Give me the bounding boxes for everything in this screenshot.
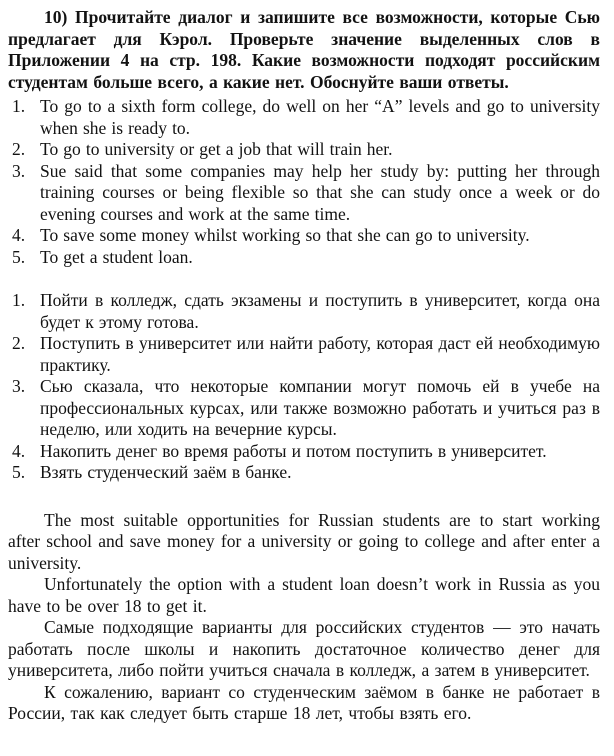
task-header: 10) Прочитайте диалог и запишите все возможности, которые Сью предлагает для Кэрол. Проверьте значение выделенных слов в Приложении 4 на стр. 198. Какие возможности подходят российским студентам больше всего, а какие нет. Обоснуйте ваши ответы. [8, 7, 600, 92]
english-list-item-4 [8, 225, 600, 247]
answer-paragraph-english-2: Unfortunately the option with a student loan doesn’t work in Russia as you have to be over 18 to get it. [8, 574, 600, 616]
english-options-list [8, 96, 600, 268]
list-item-number: 5. [12, 246, 26, 267]
russian-list-item-1 [8, 290, 600, 333]
answer-paragraphs [8, 510, 600, 725]
list-item-number: 1. [12, 96, 26, 116]
russian-list-item-5 [8, 462, 600, 484]
english-list-item-3 [8, 161, 600, 226]
list-item-text: To go to a sixth form college, do well on her “A” levels and go to university when she is ready to. [40, 96, 600, 138]
list-item-text: To get a student loan. [40, 246, 193, 267]
list-item-text: Сью сказала, что некоторые компании могут помочь ей в учебе на профессиональных курсах, или также возможно работать и учиться раз в неделю, или ходить на вечерние курсы. [40, 376, 600, 439]
russian-options-list [8, 290, 600, 484]
list-item-number: 4. [12, 440, 26, 461]
list-item-number: 4. [12, 225, 26, 245]
list-item-text: Накопить денег во время работы и потом поступить в университет. [40, 440, 547, 461]
english-list-item-2 [8, 139, 600, 161]
list-item-number: 3. [12, 376, 26, 396]
russian-list-item-4 [8, 441, 600, 463]
russian-list-item-2 [8, 333, 600, 376]
answer-paragraph-russian-2: К сожалению, вариант со студенческим заёмом в банке не работает в России, так как следует быть старше 18 лет, чтобы взять его. [8, 681, 600, 723]
list-item-text: To save some money whilst working so that she can go to university. [40, 225, 530, 245]
list-item-text: Взять студенческий заём в банке. [40, 462, 292, 482]
list-item-text: Поступить в университет или найти работу, которая даст ей необходимую практику. [40, 333, 600, 375]
list-item-number: 2. [12, 333, 26, 353]
answer-paragraph-russian-1: Самые подходящие варианты для российских студентов — это начать работать после школы и накопить достаточное количество денег для университета, либо пойти учиться сначала в колледж, а затем в университет. [8, 617, 600, 680]
list-item-number: 1. [12, 290, 26, 310]
list-item-number: 2. [12, 139, 26, 159]
russian-list-item-3 [8, 376, 600, 441]
answer-paragraph-english-1: The most suitable opportunities for Russian students are to start working after school and save money for a university or going to college and after enter a university. [8, 509, 600, 573]
list-item-text: To go to university or get a job that will train her. [40, 139, 393, 159]
list-item-text: Пойти в колледж, сдать экзамены и поступить в университет, когда она будет к этому готова. [40, 290, 600, 332]
english-list-item-5 [8, 247, 600, 269]
list-item-text: Sue said that some companies may help her study by: putting her through training courses or being flexible so that she can study once a week or do evening courses and work at the same time. [40, 160, 600, 224]
english-list-item-1 [8, 96, 600, 139]
list-item-number: 5. [12, 462, 26, 482]
list-item-number: 3. [12, 160, 26, 181]
